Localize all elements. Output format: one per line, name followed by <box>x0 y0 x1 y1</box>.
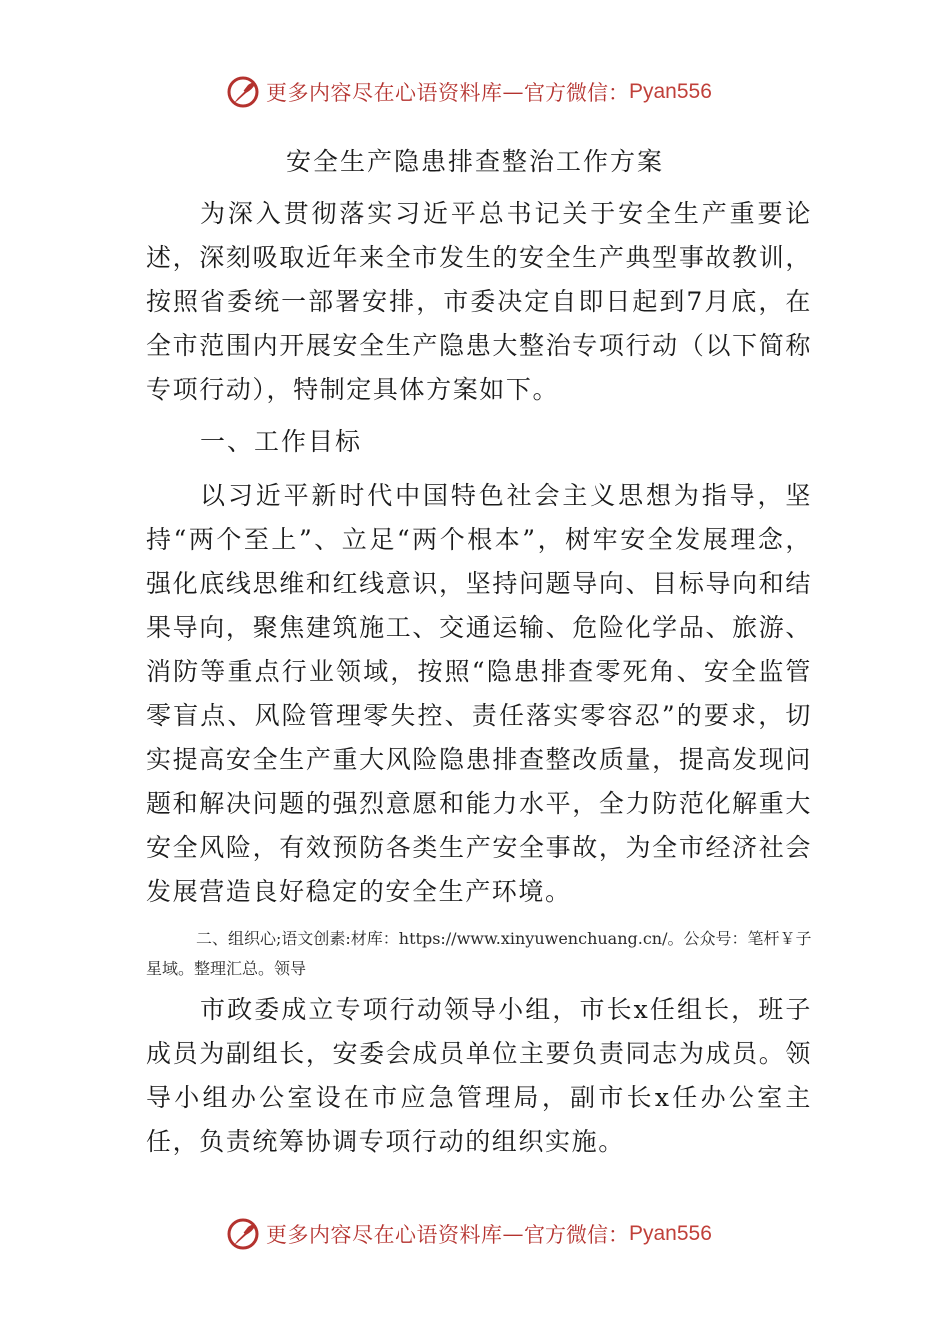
banner-wechat-label: 官方微信： <box>524 81 629 105</box>
quill-logo-icon <box>226 75 260 109</box>
intro-paragraph: 为深入贯彻落实习近平总书记关于安全生产重要论述，深刻吸取近年来全市发生的安全生产典型事故教训，按照省委统一部署安排，市委决定自即日起到7月底，在全市范围内开展安全生产隐患大整治专项行动（以下简称专项行动），特制定具体方案如下。 <box>146 199 812 404</box>
document-title: 安全生产隐患排查整治工作方案 <box>285 147 664 176</box>
quill-logo-icon <box>226 1217 260 1251</box>
section1-paragraph: 以习近平新时代中国特色社会主义思想为指导，坚持“两个至上”、立足“两个根本”，树牢安全发展理念，强化底线思维和红线意识，坚持问题导向、目标导向和结果导向，聚焦建筑施工、交通运输、危险化学品、旅游、消防等重点行业领域，按照“隐患排查零死角、安全监管零盲点、风险管理零失控、责任落实零容忍”的要求，切实提高安全生产重大风险隐患排查整改质量，提高发现问题和解决问题的强烈意愿和能力水平，全力防范化解重大安全风险，有效预防各类生产安全事故，为全市经济社会发展营造良好稳定的安全生产环境。 <box>146 481 812 906</box>
section2-paragraph: 市政委成立专项行动领导小组，市长x任组长，班子成员为副组长，安委会成员单位主要负责同志为成员。领导小组办公室设在市应急管理局，副市长x任办公室主任，负责统筹协调专项行动的组织实施。 <box>146 995 812 1156</box>
banner-content <box>226 1214 712 1254</box>
section2-note: 二、组织心;语文创素:材库：https://www.xinyuwenchuang.cn/。公众号：笔杆￥子星域。整理汇总。领导 <box>146 929 812 978</box>
banner-wechat-id: Pyan556 <box>629 80 712 103</box>
banner-dash: — <box>502 80 524 104</box>
banner-wechat-id: Pyan556 <box>629 1222 712 1245</box>
banner-slogan: 更多内容尽在心语资料库 <box>266 1223 503 1247</box>
section1-heading: 一、工作目标 <box>200 427 363 456</box>
header-banner <box>0 72 950 112</box>
banner-slogan: 更多内容尽在心语资料库 <box>266 81 503 105</box>
banner-wechat-label: 官方微信： <box>524 1223 629 1247</box>
banner-content <box>226 72 712 112</box>
banner-dash: — <box>502 1222 524 1246</box>
footer-banner <box>0 1214 950 1254</box>
